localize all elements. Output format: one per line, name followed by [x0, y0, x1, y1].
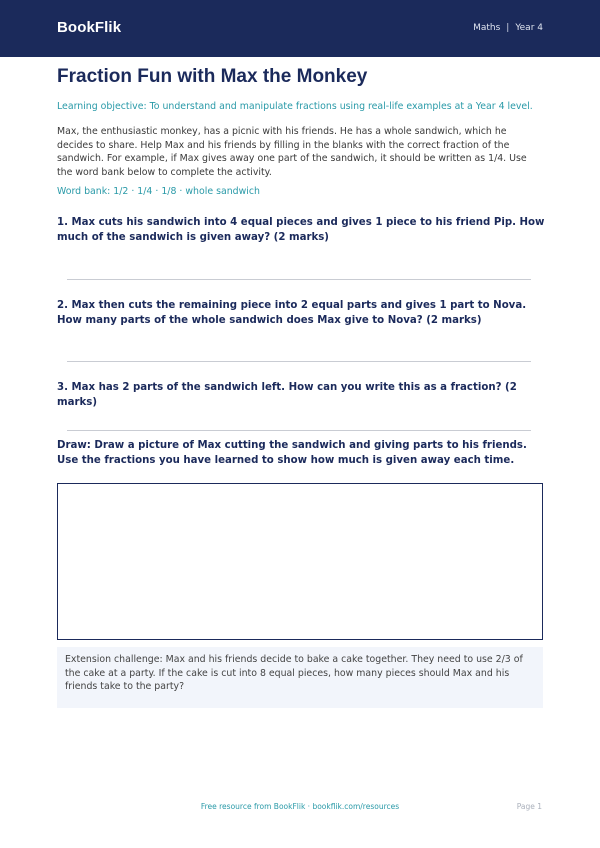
question-1: 1. Max cuts his sandwich into 4 equal pieces and gives 1 piece to his friend Pip. How much of the sandwich is given away? (2 marks) [57, 217, 545, 243]
page-header [0, 0, 600, 57]
meta-separator: | [506, 22, 510, 33]
learning-objective: Learning objective: To understand and manipulate fractions using real-life examples at a Year 4 level. [57, 101, 533, 112]
header-meta [473, 23, 543, 33]
question-3: 3. Max has 2 parts of the sandwich left. How can you write this as a fraction? (2 marks) [57, 382, 517, 408]
word-bank: Word bank: 1/2 · 1/4 · 1/8 · whole sandwich [57, 186, 260, 197]
brand-logo: BookFlik [57, 19, 122, 36]
page-title: Fraction Fun with Max the Monkey [57, 66, 368, 87]
level-label: Year 4 [515, 22, 543, 33]
footer-credit: Free resource from BookFlik · bookflik.com/resources [200, 802, 400, 811]
page-number: Page 1 [516, 802, 542, 811]
answer-line-2[interactable] [67, 361, 531, 362]
answer-line-1[interactable] [67, 279, 531, 280]
subject-label: Maths [473, 22, 501, 33]
intro-paragraph: Max, the enthusiastic monkey, has a picnic with his friends. He has a whole sandwich, which he decides to share. Help Max and his friends by filling in the blanks with the correct fraction of the sandwich. For example, if Max gives away one part of the sandwich, it should be written as 1/4. Use the word bank below to complete the activity. [57, 126, 527, 178]
page-footer [0, 802, 600, 814]
drawing-area[interactable] [57, 483, 543, 640]
answer-line-3[interactable] [67, 430, 531, 431]
extension-challenge-box [57, 647, 543, 708]
extension-text: Extension challenge: Max and his friends decide to bake a cake together. They need to use 2/3 of the cake at a party. If the cake is cut into 8 equal pieces, how many pieces should Max and his friends take to the party? [65, 654, 523, 692]
question-2: 2. Max then cuts the remaining piece into 2 equal parts and gives 1 part to Nova. How many parts of the whole sandwich does Max give to Nova? (2 marks) [57, 300, 527, 326]
draw-prompt: Draw: Draw a picture of Max cutting the sandwich and giving parts to his friends. Use the fractions you have learned to show how much is given away each time. [57, 440, 527, 466]
